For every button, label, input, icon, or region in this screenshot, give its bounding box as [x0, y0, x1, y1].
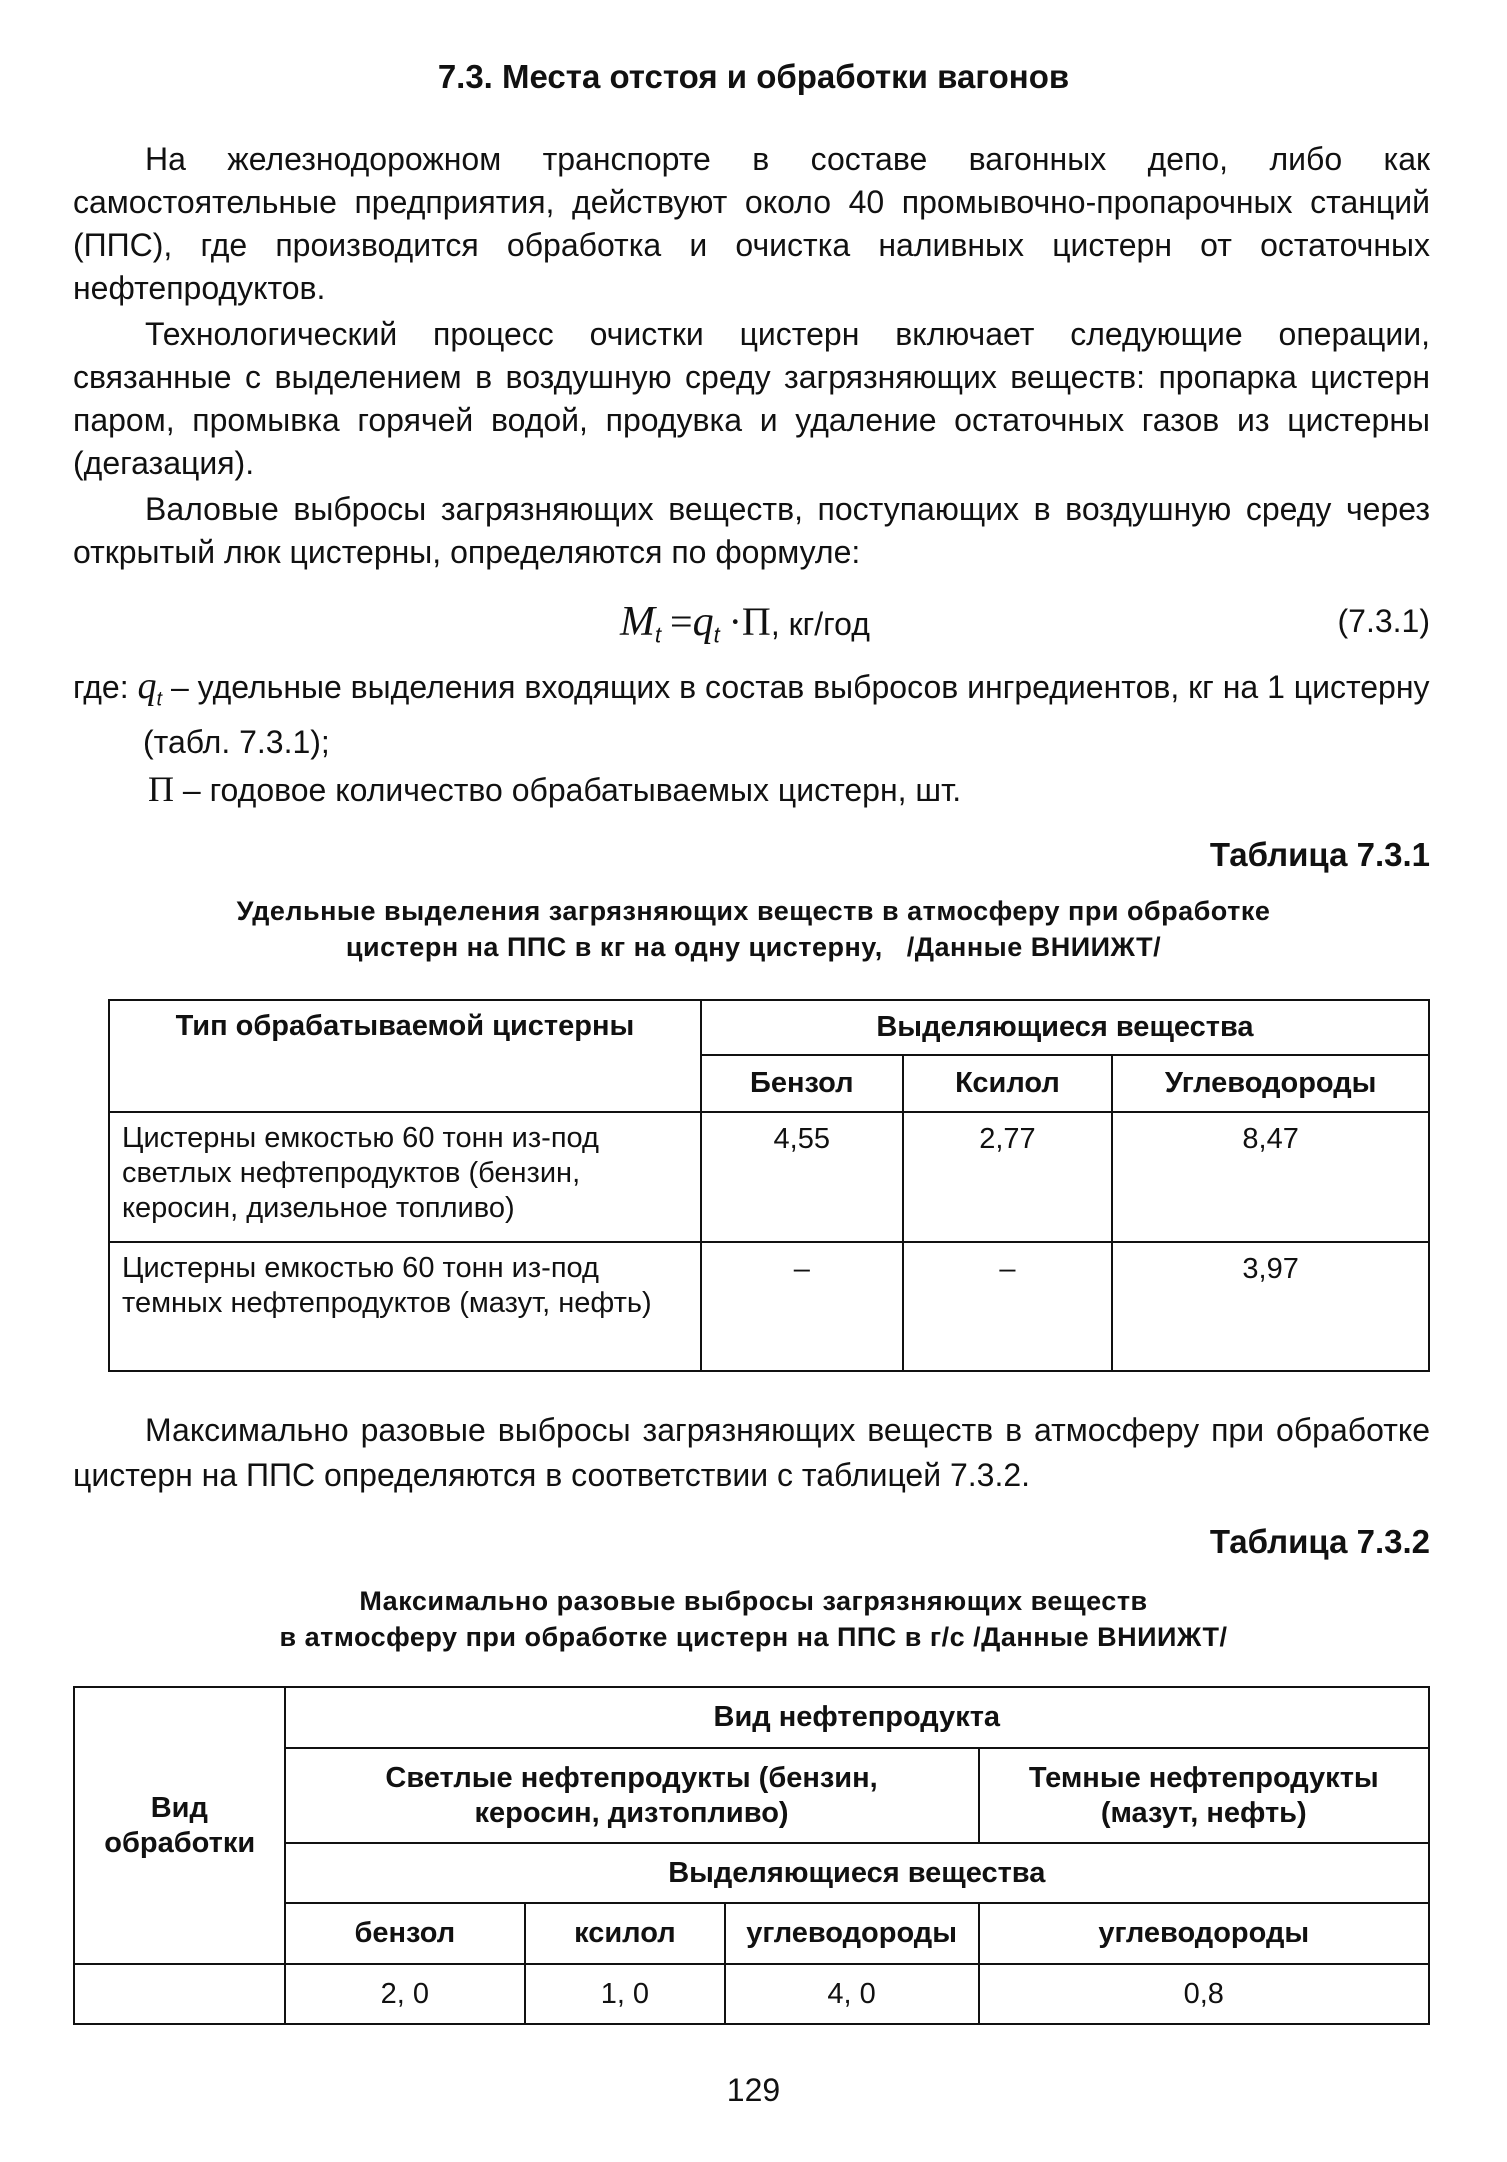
paragraph-3 — [73, 488, 1430, 574]
where-pi-desc: – годовое количество обрабатываемых цистерн, шт. — [182, 772, 962, 808]
section-heading: 7.3. Места отстоя и обработки вагонов — [437, 58, 1070, 95]
table-row — [109, 1242, 1429, 1371]
formula-q: q — [692, 599, 714, 645]
table-1-col-benzol: Бензол — [701, 1055, 903, 1112]
paragraph-4-text: Максимально разовые выбросы загрязняющих веществ в атмосферу при обработке цистерн на ППС определяются в соответствии с таблицей 7.3.2. — [73, 1412, 1430, 1493]
table-1-caption-line-2: цистерн на ППС в кг на одну цистерну, /Данные ВНИИЖТ/ — [345, 932, 1162, 962]
table-2-header-substances: Выделяющиеся вещества — [285, 1843, 1429, 1903]
where-q-sub: t — [156, 688, 163, 711]
formula-q-sub: t — [713, 622, 720, 648]
where-q — [73, 665, 1503, 764]
formula-number: (7.3.1) — [1337, 603, 1430, 639]
table-1-col-ksilol: Ксилол — [903, 1055, 1113, 1112]
paragraph-2-text: Технологический процесс очистки цистерн включает следующие операции, связанные с выделением в воздушную среду загрязняющих веществ: пропарка цистерн паром, промывка горячей водой, продувка и удаление остаточных газов из цистерны (дегазация). — [73, 316, 1430, 481]
table-1-header-type: Тип обрабатываемой цистерны — [109, 1000, 701, 1112]
where-prefix: где: — [73, 669, 129, 705]
table-2-col-hydrocarbons-light: углеводороды — [725, 1903, 979, 1964]
table-1-row-1-type: Цистерны емкостью 60 тонн из-под светлых нефтепродуктов (бензин, керосин, дизельное топливо) — [109, 1112, 701, 1242]
table-2-col-benzol: бензол — [285, 1903, 525, 1964]
table-2-row-hydrocarbons-light: 4, 0 — [725, 1964, 979, 2024]
table-1-caption-line-1: Удельные выделения загрязняющих веществ в атмосферу при обработке — [236, 896, 1271, 926]
table-2-row-processing — [74, 1964, 285, 2024]
paragraph-2 — [73, 313, 1430, 485]
table-1-col-hydrocarbons: Углеводороды — [1112, 1055, 1429, 1112]
where-pi-symbol: П — [148, 769, 174, 809]
table-2-header-dark — [979, 1748, 1429, 1843]
table-1-label: Таблица 7.3.1 — [1209, 836, 1430, 873]
table-1-row-1-hydrocarbons: 8,47 — [1112, 1112, 1429, 1242]
table-1-row-1-benzol: 4,55 — [701, 1112, 903, 1242]
table-2-header-light-text: Светлые нефтепродукты (бензин, керосин, дизтопливо) — [385, 1761, 878, 1829]
table-2-header-processing-text: Вид обработки — [104, 1791, 256, 1859]
formula-lhs-sub: t — [655, 622, 662, 648]
table-1 — [108, 999, 1430, 1372]
table-2-header-product: Вид нефтепродукта — [285, 1687, 1429, 1748]
where-q-symbol: q — [137, 665, 157, 707]
formula-eq: = — [670, 599, 693, 644]
table-2-row-hydrocarbons-dark: 0,8 — [979, 1964, 1429, 2024]
table-1-row-2-ksilol: – — [903, 1242, 1113, 1371]
table-2-caption-line-2: в атмосферу при обработке цистерн на ППС в г/с /Данные ВНИИЖТ/ — [279, 1622, 1228, 1652]
table-1-row-2-type: Цистерны емкостью 60 тонн из-под темных нефтепродуктов (мазут, нефть) — [109, 1242, 701, 1371]
table-1-row-1-ksilol: 2,77 — [903, 1112, 1113, 1242]
table-row — [109, 1112, 1429, 1242]
table-row — [74, 1964, 1429, 2024]
table-2-header-dark-text: Темные нефтепродукты (мазут, нефть) — [1028, 1761, 1379, 1829]
table-2-row-benzol: 2, 0 — [285, 1964, 525, 2024]
table-2-row-ksilol: 1, 0 — [525, 1964, 725, 2024]
table-2-col-hydrocarbons-dark: углеводороды — [979, 1903, 1429, 1964]
paragraph-1 — [73, 138, 1430, 310]
paragraph-1-text: На железнодорожном транспорте в составе вагонных депо, либо как самостоятельные предприятия, действуют около 40 промывочно-пропарочных станций (ППС), где производится обработка и очистка наливных цистерн от остаточных нефтепродуктов. — [73, 141, 1430, 306]
where-pi — [148, 768, 1507, 812]
paragraph-4 — [73, 1408, 1430, 1498]
formula-units: , кг/год — [770, 606, 870, 642]
paragraph-3-text: Валовые выбросы загрязняющих веществ, поступающих в воздушную среду через открытый люк цистерны, определяются по формуле: — [73, 491, 1430, 570]
table-1-row-2-hydrocarbons: 3,97 — [1112, 1242, 1429, 1371]
table-2-header-processing — [74, 1687, 285, 1964]
table-2-caption — [0, 1583, 1507, 1655]
formula — [620, 598, 870, 648]
table-1-caption — [0, 893, 1507, 965]
table-2-header-light — [285, 1748, 979, 1843]
table-1-header-group: Выделяющиеся вещества — [701, 1000, 1429, 1055]
formula-lhs: M — [620, 599, 655, 645]
where-q-desc: – удельные выделения входящих в состав выбросов ингредиентов, кг на 1 цистерну (табл. 7.3.1); — [143, 669, 1430, 761]
formula-dot: · — [728, 599, 742, 644]
formula-pi: П — [741, 599, 771, 644]
table-2-caption-line-1: Максимально разовые выбросы загрязняющих веществ — [359, 1586, 1148, 1616]
table-1-row-2-benzol: – — [701, 1242, 903, 1371]
table-2 — [73, 1686, 1430, 2025]
table-2-col-ksilol: ксилол — [525, 1903, 725, 1964]
table-2-label: Таблица 7.3.2 — [1209, 1523, 1430, 1560]
page-number: 129 — [726, 2072, 781, 2108]
